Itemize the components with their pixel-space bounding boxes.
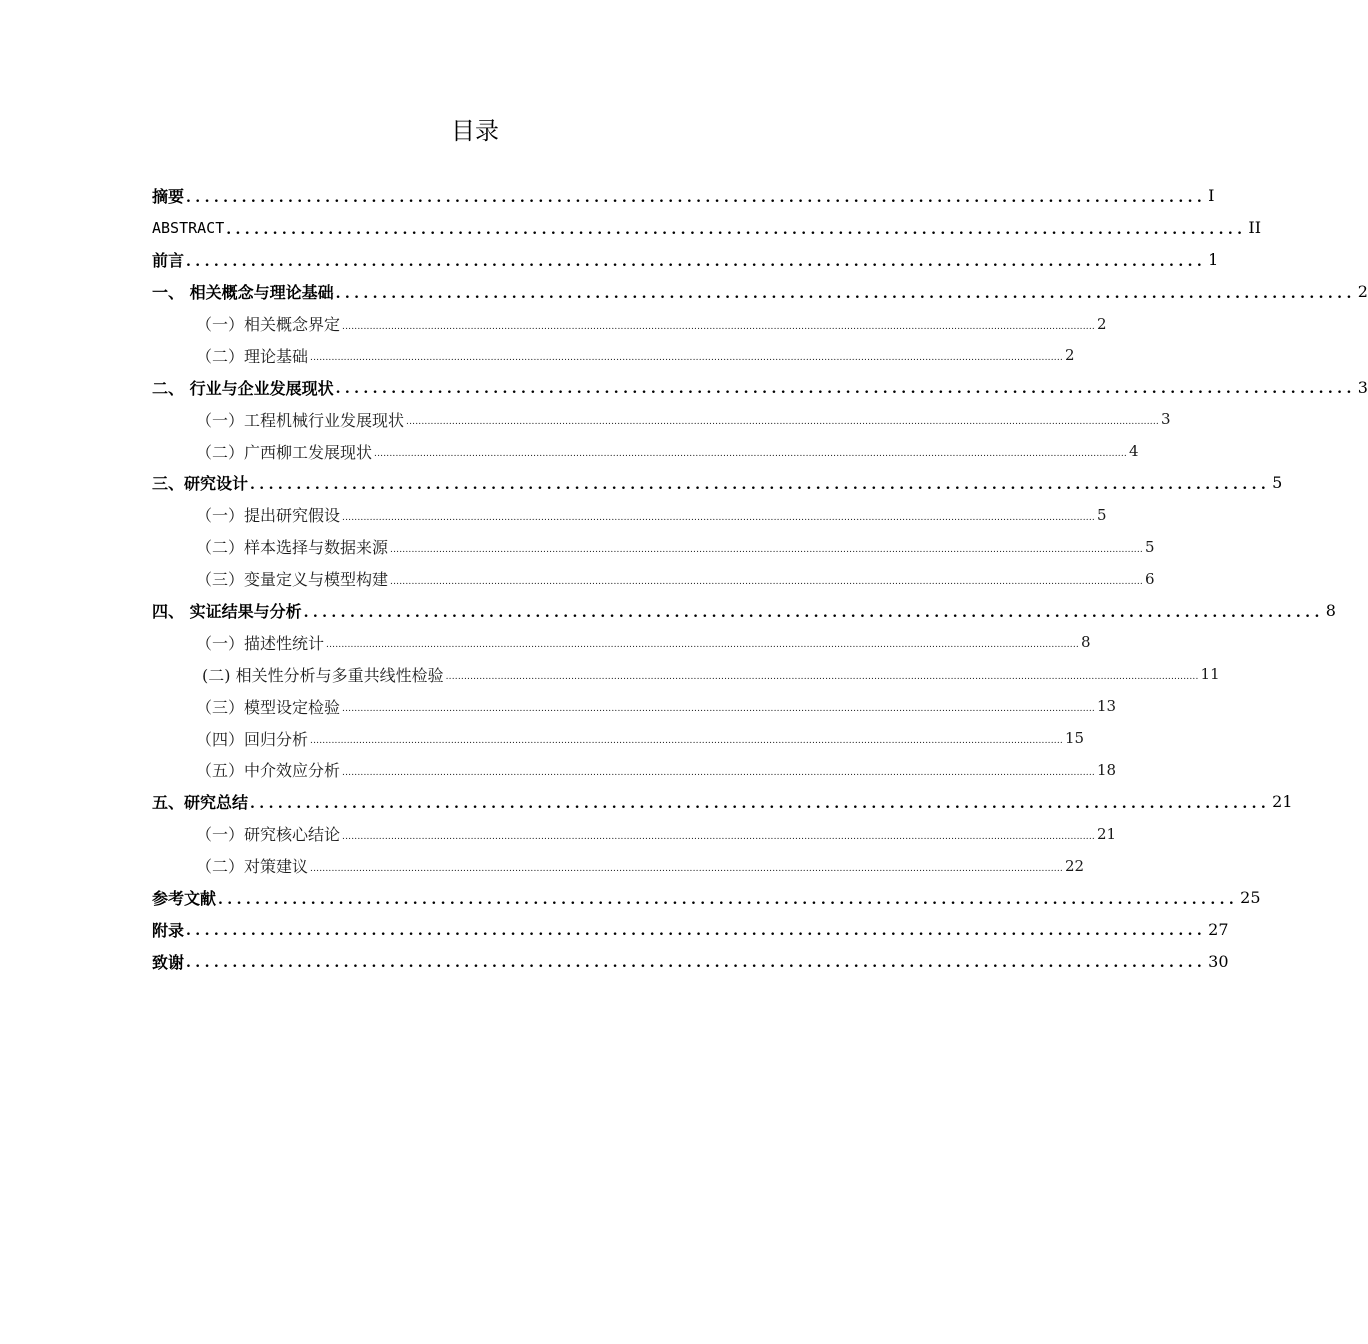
dot-leader: ...................................................................................................................................................................................................................................................... [310,736,1063,747]
toc-entry-label: 五、研究总结 [152,793,249,813]
toc-entry-section-5-2[interactable] [152,850,1085,882]
dot-leader: ...................................................................................................................................................................................................................................................... [342,512,1095,523]
toc-entry-label: （一）研究核心结论 [196,825,341,845]
toc-entry-section-5-1[interactable] [152,818,1117,850]
toc-entry-label: （一）描述性统计 [196,633,325,653]
toc-entry-label: ABSTRACT [152,218,225,237]
toc-entry-label: 一、 相关概念与理论基础 [152,283,334,303]
toc-entry-page: 6 [1144,569,1155,588]
dot-leader: ...................................................................................................................................................................................................................................................... [406,417,1159,428]
page-title: 目录 [451,117,499,145]
toc-entry-page: 5 [1096,505,1107,524]
toc-entry-page: 30 [1208,951,1229,971]
toc-entry-label: （二）理论基础 [196,346,309,366]
toc-entry-page: 11 [1200,665,1220,684]
toc-entry-page: 2 [1064,346,1075,365]
dot-leader: .............................................................................................................. [186,253,1207,270]
toc-entry-label: （五）中介效应分析 [196,761,341,781]
toc-entry-page: 4 [1128,442,1139,461]
dot-leader: .............................................................................................................. [335,285,1356,302]
toc-entry-label: （三）模型设定检验 [196,697,341,717]
dot-leader: .............................................................................................................. [186,955,1207,972]
dot-leader: .............................................................................................................. [218,891,1239,908]
toc-entry-chapter-1[interactable] [152,276,1368,308]
dot-leader: .............................................................................................................. [186,189,1207,206]
toc-entry-page: II [1248,218,1262,238]
dot-leader: ...................................................................................................................................................................................................................................................... [342,321,1095,332]
toc-entry-section-4-3[interactable] [152,690,1117,722]
dot-leader: ...................................................................................................................................................................................................................................................... [374,449,1127,460]
toc-entry-label: （三）变量定义与模型构建 [196,570,389,590]
toc-entry-chapter-2[interactable] [152,371,1368,403]
toc-entry-page: 3 [1160,410,1171,429]
dot-leader: .............................................................................................................. [186,923,1207,940]
dot-leader: ...................................................................................................................................................................................................................................................... [390,576,1143,587]
toc-entry-page: I [1208,186,1215,206]
toc-entry-preface[interactable] [152,244,1219,276]
toc-entry-page: 21 [1272,792,1293,812]
toc-entry-label: 摘要 [152,187,185,207]
toc-entry-section-3-2[interactable] [152,531,1155,563]
toc-entry-label: （一）工程机械行业发展现状 [196,410,405,430]
toc-entry-page: 25 [1240,888,1261,908]
toc-entry-section-1-2[interactable] [152,339,1075,371]
toc-entry-chapter-4[interactable] [152,595,1336,627]
dot-leader: .............................................................................................................. [335,381,1356,398]
toc-entry-chapter-3[interactable] [152,467,1283,499]
toc-entry-section-1-1[interactable] [152,308,1107,340]
toc-entry-section-4-2[interactable] [152,658,1220,690]
toc-entry-page: 8 [1325,601,1336,621]
toc-entry-page: 2 [1096,314,1107,333]
toc-entry-page: 2 [1357,282,1368,302]
toc-entry-label: 三、研究设计 [152,474,249,494]
toc-entry-label: (二) 相关性分析与多重共线性检验 [202,665,444,685]
toc-entry-section-4-5[interactable] [152,754,1117,786]
toc-entry-abstract-en[interactable] [152,212,1262,244]
toc-entry-section-2-1[interactable] [152,403,1171,435]
dot-leader: ...................................................................................................................................................................................................................................................... [310,353,1063,364]
dot-leader: ...................................................................................................................................................................................................................................................... [342,704,1095,715]
toc-entry-label: 前言 [152,251,185,271]
toc-entry-page: 5 [1144,537,1155,556]
dot-leader: ...................................................................................................................................................................................................................................................... [326,640,1079,651]
dot-leader: .............................................................................................................. [250,795,1271,812]
dot-leader: ...................................................................................................................................................................................................................................................... [445,672,1199,683]
toc-entry-chapter-5[interactable] [152,786,1293,818]
toc-entry-references[interactable] [152,882,1261,914]
toc-entry-page: 1 [1208,250,1219,270]
dot-leader: ...................................................................................................................................................................................................................................................... [390,544,1143,555]
toc-entry-page: 8 [1080,633,1091,652]
dot-leader: ...................................................................................................................................................................................................................................................... [342,831,1095,842]
toc-entry-section-4-4[interactable] [152,722,1085,754]
toc-entry-label: （一）提出研究假设 [196,506,341,526]
toc-entry-section-3-1[interactable] [152,499,1107,531]
toc-entry-page: 5 [1272,473,1283,493]
table-of-contents [152,180,1368,977]
toc-entry-label: 附录 [152,920,185,940]
toc-entry-page: 15 [1064,729,1085,748]
toc-entry-label: （二）样本选择与数据来源 [196,538,389,558]
toc-entry-page: 13 [1096,697,1117,716]
dot-leader: .............................................................................................................. [250,476,1271,493]
toc-entry-section-3-3[interactable] [152,563,1155,595]
toc-entry-appendix[interactable] [152,913,1229,945]
toc-entry-page: 27 [1208,919,1229,939]
toc-entry-label: 二、 行业与企业发展现状 [152,378,334,398]
toc-entry-label: 参考文献 [152,889,217,909]
toc-entry-label: （二）广西柳工发展现状 [196,442,373,462]
toc-entry-section-2-2[interactable] [152,435,1139,467]
toc-entry-label: 致谢 [152,952,185,972]
toc-entry-page: 21 [1096,824,1117,843]
toc-entry-acknowledgements[interactable] [152,945,1229,977]
dot-leader: ...................................................................................................................................................................................................................................................... [342,767,1095,778]
toc-entry-label: 四、 实证结果与分析 [152,602,302,622]
toc-entry-page: 18 [1096,760,1117,779]
dot-leader: .............................................................................................................. [303,604,1324,621]
toc-entry-label: （一）相关概念界定 [196,315,341,334]
toc-entry-page: 3 [1357,377,1368,397]
toc-entry-page: 22 [1064,856,1085,875]
toc-entry-section-4-1[interactable] [152,626,1091,658]
toc-entry-label: （二）对策建议 [196,857,309,877]
toc-entry-abstract-cn[interactable] [152,180,1215,212]
dot-leader: ...................................................................................................................................................................................................................................................... [310,863,1063,874]
toc-entry-label: （四）回归分析 [196,729,309,749]
dot-leader: .............................................................................................................. [226,221,1247,238]
